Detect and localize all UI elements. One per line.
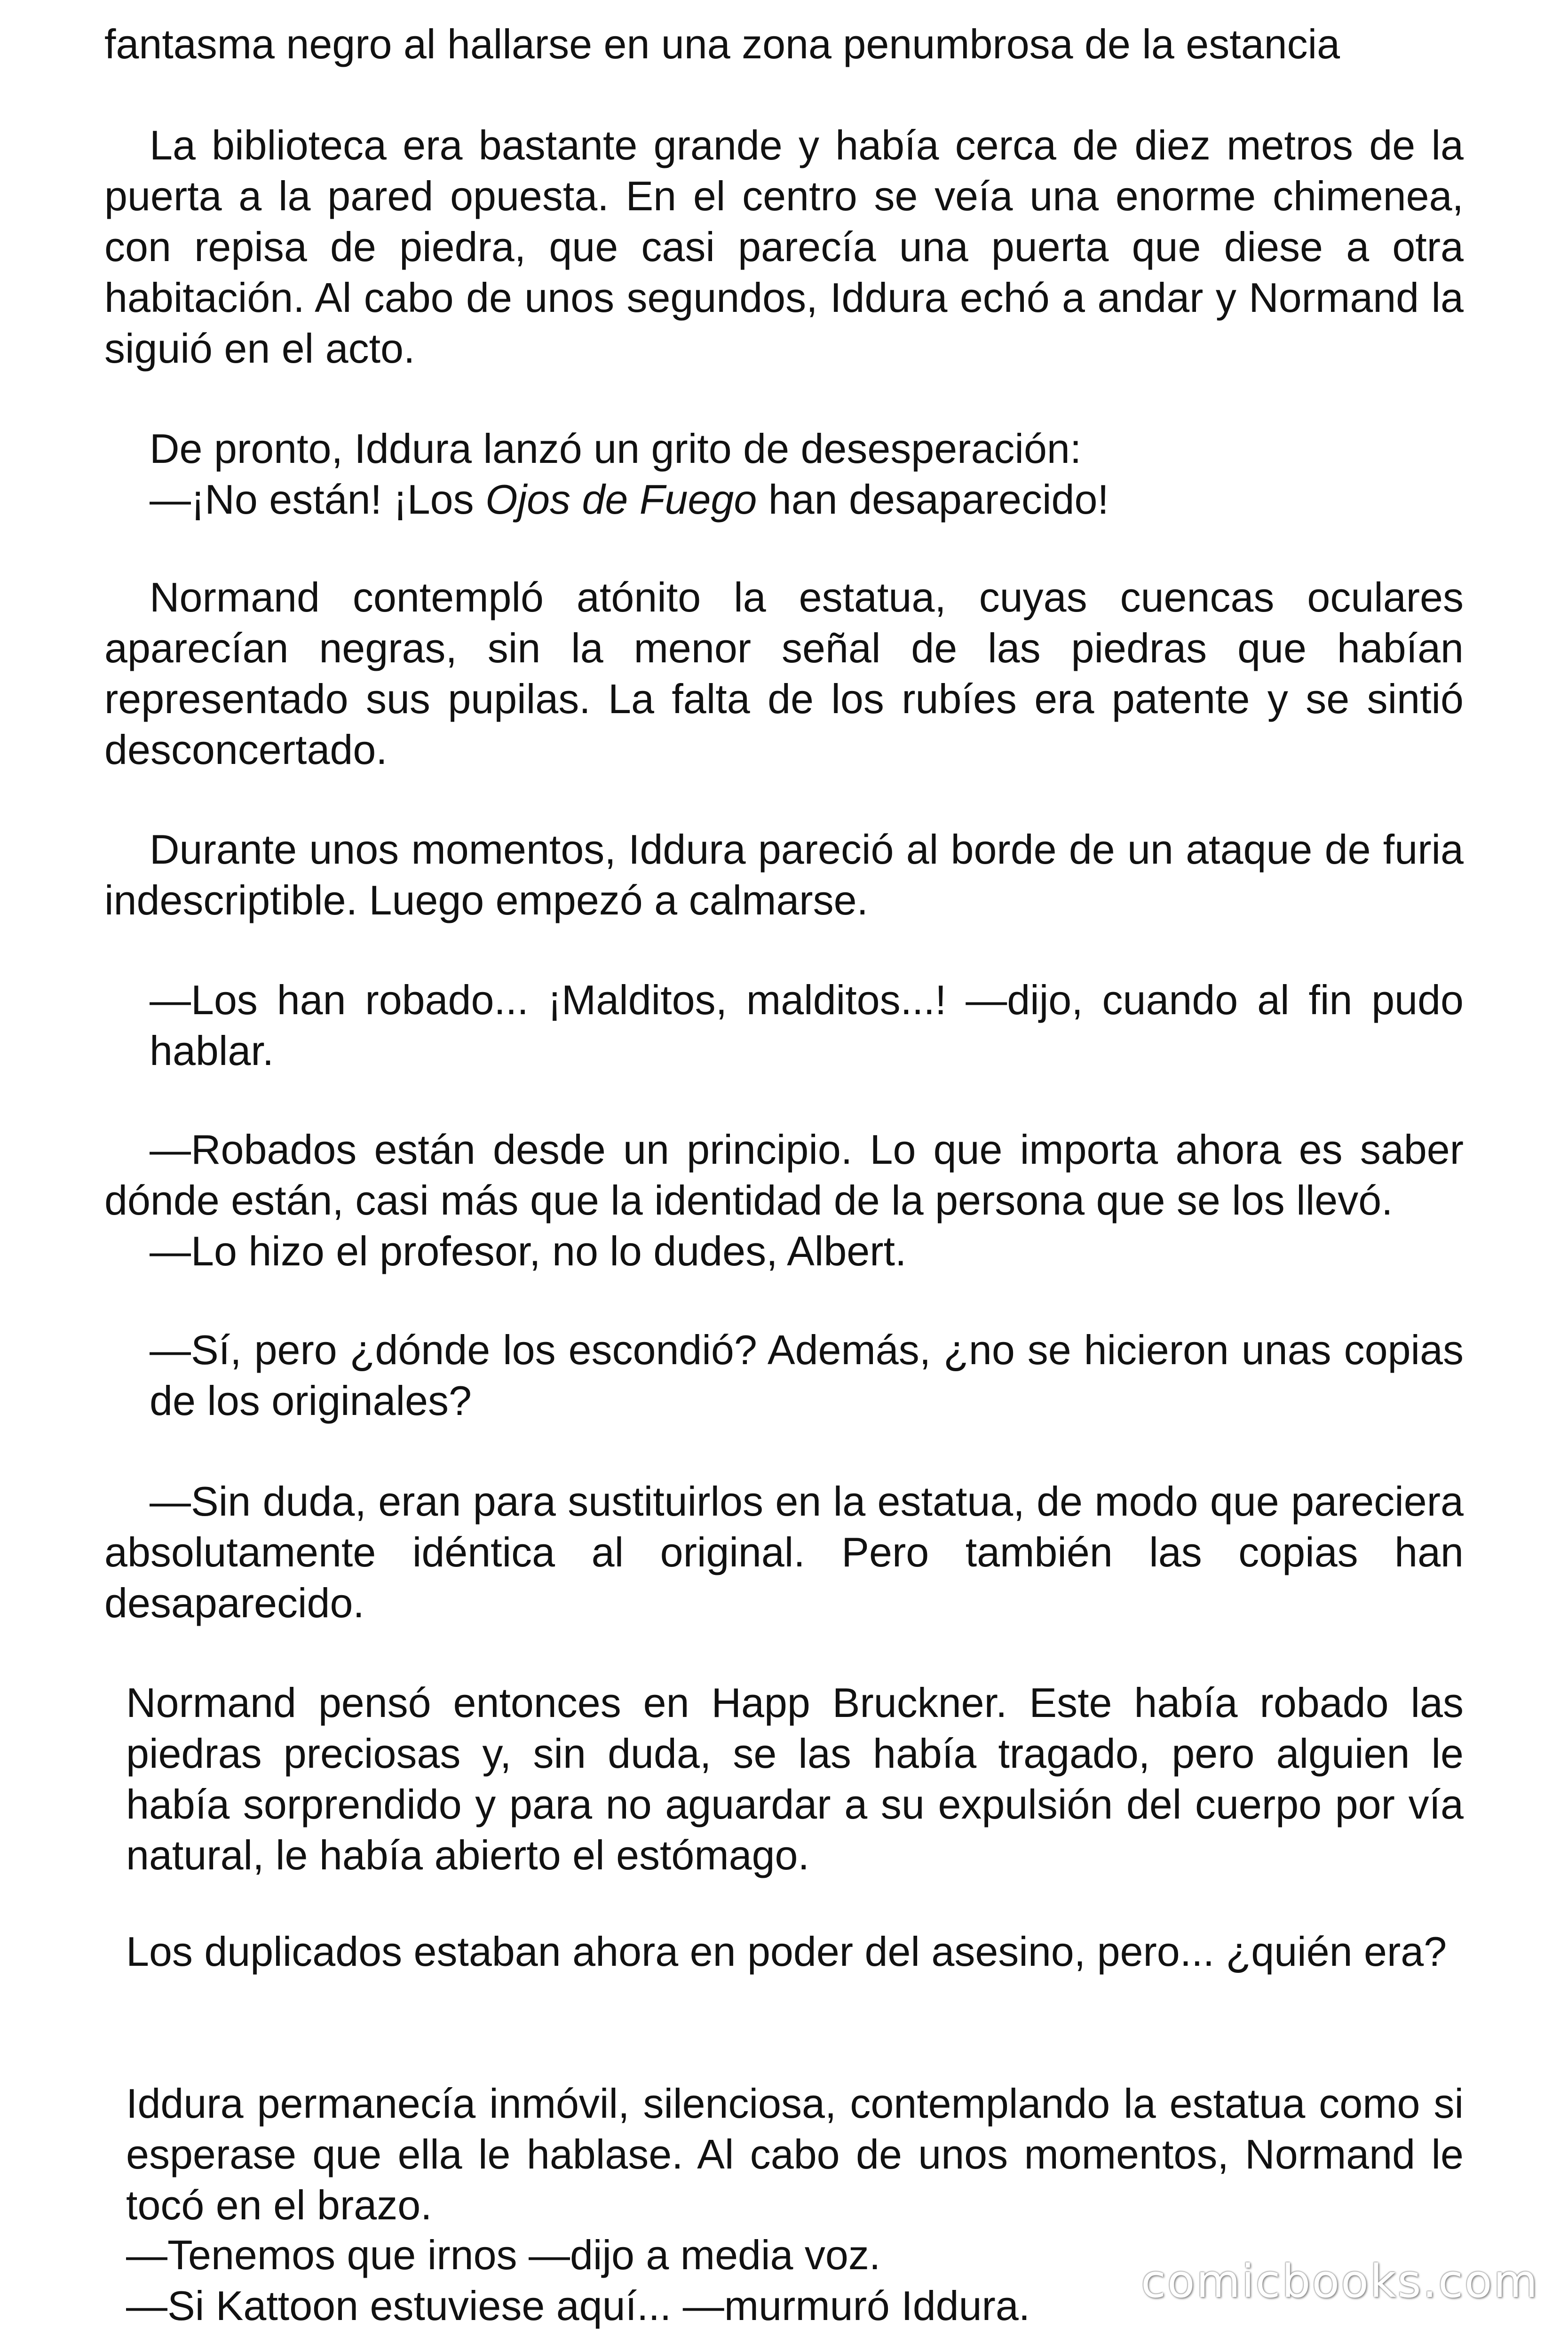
dialogue-professor: —Lo hizo el profesor, no lo dudes, Albert. <box>150 1228 907 1274</box>
paragraph-continuation: fantasma negro al hallarse en una zona penumbrosa de la estancia <box>104 21 1340 67</box>
paragraph-bruckner: Normand pensó entonces en Happ Bruckner. Este había robado las piedras preciosas y, sin duda, se las había tragado, pero alguien le había sorprendido y para no aguardar a su expulsión del cuerpo por vía natural, le había abierto el estómago. <box>126 1679 1464 1878</box>
paragraph-duplicates: Los duplicados estaban ahora en poder del asesino, pero... ¿quién era? <box>126 1928 1447 1975</box>
paragraph-iddura-still: Iddura permanecía inmóvil, silenciosa, contemplando la estatua como si esperase que ella le hablase. Al cabo de unos momentos, Normand le tocó en el brazo. <box>126 2080 1464 2228</box>
dialogue-stolen: —Los han robado... ¡Malditos, malditos...! —dijo, cuando al fin pudo hablar. <box>150 977 1464 1074</box>
dialogue-missing-end: han desaparecido! <box>757 476 1109 523</box>
dialogue-missing <box>104 474 1464 525</box>
dialogue-leave: —Tenemos que irnos —dijo a media voz. <box>126 2232 881 2278</box>
dialogue-kattoon: —Si Kattoon estuviese aquí... —murmuró Iddura. <box>126 2282 1030 2329</box>
paragraph-statue: Normand contempló atónito la estatua, cuyas cuencas oculares aparecían negras, sin la menor señal de las piedras que habían representado sus pupilas. La falta de los rubíes era patente y se sintió desconcertado. <box>104 574 1464 773</box>
dialogue-copies: —Sí, pero ¿dónde los escondió? Además, ¿no se hicieron unas copias de los originales? <box>150 1327 1464 1424</box>
paragraph-sudden-cry: De pronto, Iddura lanzó un grito de desesperación: <box>150 425 1082 472</box>
dialogue-substitute: —Sin duda, eran para sustituirlos en la estatua, de modo que pareciera absolutamente idéntica al original. Pero también las copias han desaparecido. <box>104 1478 1464 1626</box>
dialogue-where: —Robados están desde un principio. Lo que importa ahora es saber dónde están, casi más que la identidad de la persona que se los llevó. <box>104 1126 1464 1224</box>
paragraph-library: La biblioteca era bastante grande y había cerca de diez metros de la puerta a la pared opuesta. En el centro se veía una enorme chimenea, con repisa de piedra, que casi parecía una puerta que diese a otra habitación. Al cabo de unos segundos, Iddura echó a andar y Normand la siguió en el acto. <box>104 122 1464 372</box>
emphasis-ojos-de-fuego: Ojos de Fuego <box>485 476 757 523</box>
watermark-logo: comicbooks.com <box>1140 2255 1539 2308</box>
dialogue-missing-start: —¡No están! ¡Los <box>150 476 486 523</box>
paragraph-fury: Durante unos momentos, Iddura pareció al borde de un ataque de furia indescriptible. Luego empezó a calmarse. <box>104 826 1464 923</box>
